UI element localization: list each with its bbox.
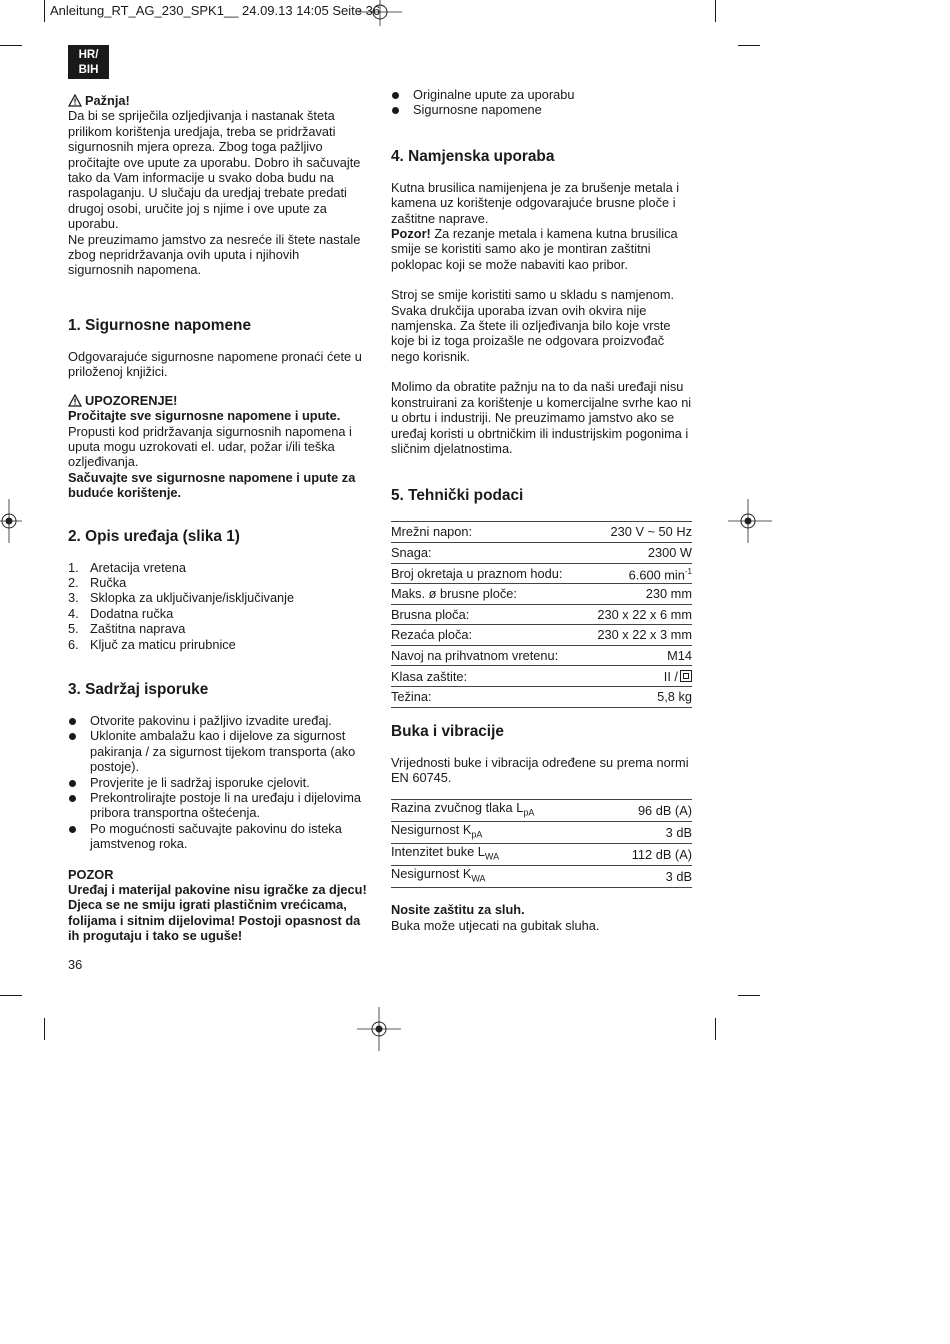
section-1-warning	[68, 393, 368, 408]
parts-list	[68, 560, 368, 652]
table-row: Nesigurnost $K_{WA}$ 3 dB	[391, 866, 692, 888]
section-4-paragraph-2: Pozor! Za rezanje metala i kamena kutna brusilica smije se koristiti samo ako je montiran zaštitni poklopac koji se može nabaviti kao pribor.	[391, 226, 678, 272]
intro-paragraph-2: Ne preuzimamo jamstvo za nesreće ili štete nastale zbog nepridržavanja ovih uputa i njihovih sigurnosnih napomena.	[68, 231, 361, 278]
crop-mark	[44, 1018, 45, 1040]
section-2-title: 2. Opis uređaja (slika 1)	[68, 527, 240, 545]
section-4-title: 4. Namjenska uporaba	[391, 147, 555, 165]
section-1-bold-2: Sačuvajte sve sigurnosne napomene i upute za buduće korištenje.	[68, 469, 356, 501]
table-row: Intenzitet buke $L_{WA}$ 112 dB (A)	[391, 844, 692, 866]
delivery-list	[68, 713, 368, 852]
crop-mark	[715, 1018, 716, 1040]
intro-warning	[68, 93, 368, 108]
section-1-bold-1: Pročitajte sve sigurnosne napomene i upute.	[68, 408, 341, 424]
noise-title: Buka i vibracije	[391, 722, 504, 740]
crop-mark	[738, 995, 760, 996]
table-row: Maks. ø brusne ploče: 230 mm	[391, 584, 692, 605]
registration-mark-icon	[0, 499, 22, 543]
registration-mark-icon	[728, 499, 772, 543]
print-header: Anleitung_RT_AG_230_SPK1__ 24.09.13 14:05 Seite 36	[50, 3, 381, 18]
list-item: Sigurnosne napomene	[391, 102, 693, 117]
language-badge-line1: HR/	[78, 49, 99, 61]
hearing-protection-hint-title: Nosite zaštitu za sluh.	[391, 902, 525, 918]
section-3-title: 3. Sadržaj isporuke	[68, 680, 209, 698]
list-item: Originalne upute za uporabu	[391, 87, 693, 102]
intro-paragraph-1: Da bi se spriječila ozljedjivanja i nastanak šteta prilikom korištenja uredjaja, treba se pridržavati sigurnosnih mjera opreza. Zbog toga pažljivo pročitajte ove upute za uporabu. Dobro ih sačuvajte tako da Vam informacije u svako doba budu na raspolaganju. U slučaju da uredjaj trebate predati drugoj osobi, uručite joj s njime i ove upute za uporabu.	[68, 108, 361, 232]
noise-intro: Vrijednosti buke i vibracija određene su prema normi EN 60745.	[391, 754, 689, 786]
list-item: Otvorite pakovinu i pažljivo izvadite uređaj.	[68, 713, 368, 728]
section-5-title: 5. Tehnički podaci	[391, 487, 524, 505]
language-badge-line2: BIH	[78, 64, 99, 76]
hearing-protection-hint: Buka može utjecati na gubitak sluha.	[391, 917, 600, 933]
table-row: Nesigurnost $K_{pA}$ 3 dB	[391, 822, 692, 844]
section-4-paragraph-3: Stroj se smije koristiti samo u skladu s namjenom. Svaka drukčija uporaba izvan ovih okvira nije namjenska. Za štete ili ozljeđivanja bilo koje vrste koje bi iz toga proizašle ne odgovara proizvođač nego korisnik.	[391, 287, 675, 364]
warning-triangle-icon	[68, 394, 82, 407]
list-item: Prekontrolirajte postoje li na uređaju i dijelovima pribora transportna oštećenja.	[68, 790, 368, 821]
included-docs-list	[391, 87, 693, 118]
list-item: 1. Aretacija vretena	[68, 559, 187, 575]
list-item: 2. Ručka	[68, 574, 127, 590]
table-row: Klasa zaštite: II /	[391, 666, 692, 687]
table-row: Mrežni napon: 230 V ~ 50 Hz	[391, 522, 692, 543]
table-row: Brusna ploča: 230 x 22 x 6 mm	[391, 604, 692, 625]
section-1-text-2: Propusti kod pridržavanja sigurnosnih napomena i uputa mogu uzrokovati el. udar, požar i/ili teška ozljeđivanja.	[68, 423, 352, 470]
table-row: Razina zvučnog tlaka $L_{pA}$ 96 dB (A)	[391, 800, 692, 822]
list-item: 4. Dodatna ručka	[68, 605, 174, 621]
language-badge	[68, 45, 109, 79]
table-row: Navoj na prihvatnom vretenu: M14	[391, 645, 692, 666]
list-item: Po mogućnosti sačuvajte pakovinu do isteka jamstvenog roka.	[68, 821, 368, 852]
crop-mark	[715, 0, 716, 22]
list-item: 3. Sklopka za uključivanje/isključivanje	[68, 590, 295, 606]
right-column	[391, 87, 693, 933]
registration-mark-icon	[357, 1007, 401, 1051]
table-row: Težina: 5,8 kg	[391, 687, 692, 708]
registration-mark-icon	[358, 0, 402, 26]
noise-table	[391, 799, 692, 888]
pozor-text: Uređaj i materijal pakovine nisu igračke za djecu! Djeca se ne smiju igrati plastičnim vrećicama, folijama i sitnim dijelovima! Postoji opasnost da ih progutaju i tako se uguše!	[68, 882, 367, 944]
crop-mark	[0, 45, 22, 46]
crop-mark	[0, 995, 22, 996]
protection-class-icon	[680, 670, 692, 682]
section-1-text: Odgovarajuće sigurnosne napomene pronaći ćete u priloženoj knjižici.	[68, 348, 362, 380]
section-1-warning-title: UPOZORENJE!	[85, 392, 178, 408]
pozor-title: POZOR	[68, 866, 114, 882]
section-4-paragraph-4: Molimo da obratite pažnju na to da naši uređaji nisu konstruirani za korištenje u komercijalne svrhe kao ni u obrtu i industriji. Ne preuzimamo jamstvo ako se uređaj koristi u obrtničkim ili industrijskim pogonima i sličnim djelatnostima.	[391, 379, 692, 456]
crop-mark	[738, 45, 760, 46]
section-4-paragraph-1: Kutna brusilica namijenjena je za brušenje metala i kamena uz korištenje odgovarajuće brusne ploče i zaštitne naprave.	[391, 179, 680, 226]
intro-warning-title: Pažnja!	[85, 93, 130, 108]
table-row: Broj okretaja u praznom hodu: 6.600 $\min^{-1}$	[391, 563, 692, 584]
list-item: 5. Zaštitna naprava	[68, 621, 186, 637]
table-row: Snaga: 2300 W	[391, 542, 692, 563]
section-1-title: 1. Sigurnosne napomene	[68, 316, 252, 334]
table-row: Rezaća ploča: 230 x 22 x 3 mm	[391, 625, 692, 646]
warning-triangle-icon	[68, 94, 82, 107]
crop-mark	[44, 0, 45, 22]
list-item: Provjerite je li sadržaj isporuke cjelovit.	[68, 775, 368, 790]
list-item: 6. Ključ za maticu prirubnice	[68, 636, 236, 652]
technical-data-table	[391, 521, 692, 707]
page-number: 36	[68, 957, 83, 972]
list-item: Uklonite ambalažu kao i dijelove za sigurnost pakiranja / za sigurnost tijekom transporta (ako postoje).	[68, 728, 368, 774]
left-column	[68, 93, 368, 944]
